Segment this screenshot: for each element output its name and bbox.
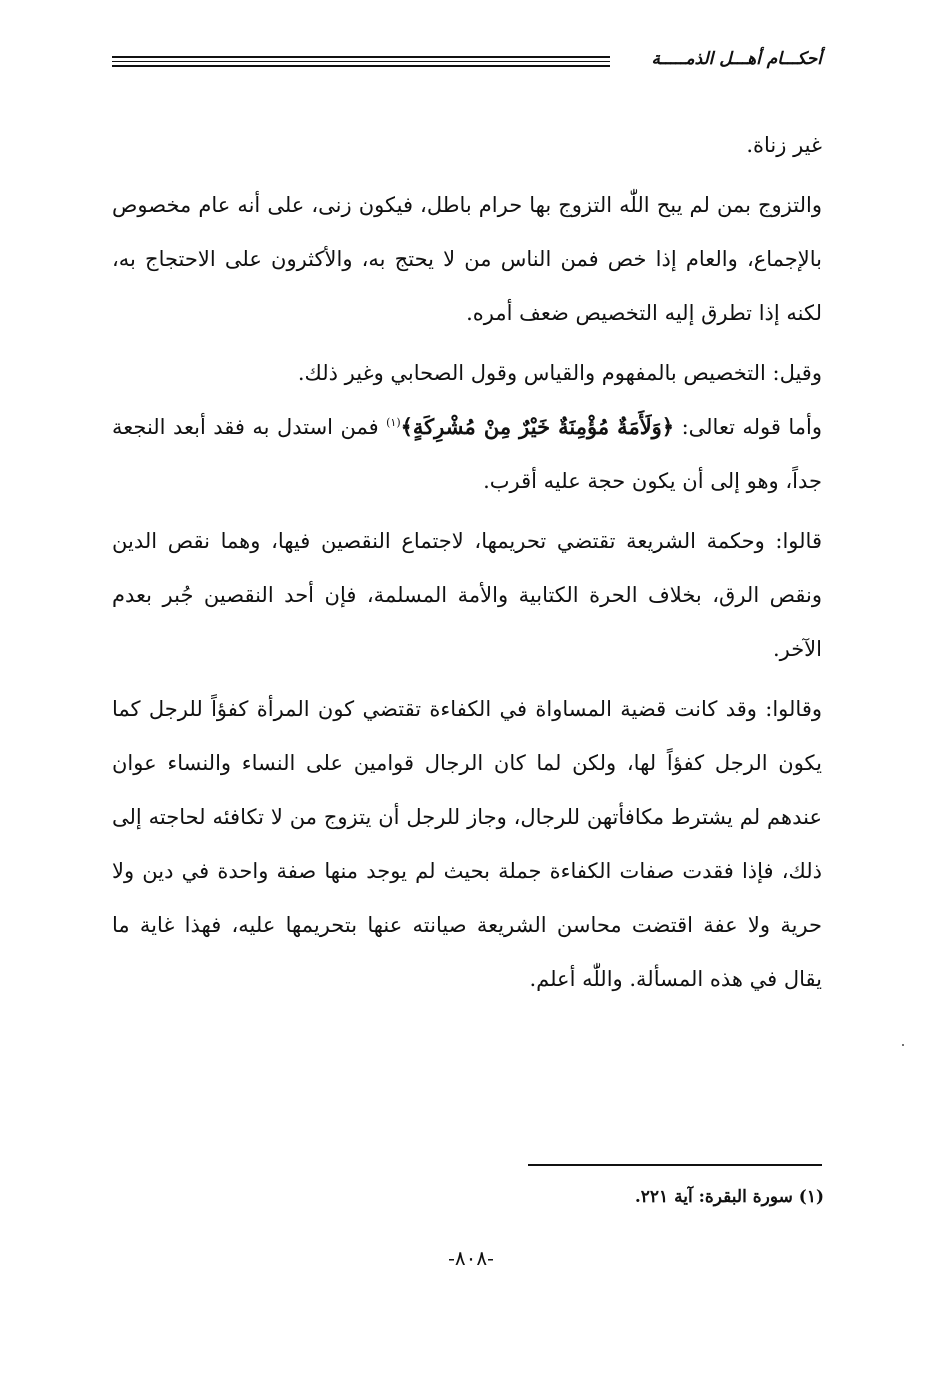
footnote-marker: (١)	[386, 416, 401, 429]
main-text	[112, 118, 822, 1006]
header-rule	[112, 65, 610, 67]
running-header	[112, 46, 822, 76]
paragraph: غير زناة.	[746, 133, 822, 157]
footnote: (١) سورة البقرة: آية ٢٢١.	[634, 1187, 824, 1207]
paragraph-verse	[112, 400, 822, 508]
footnote-separator	[528, 1164, 822, 1166]
verse-intro: وأما قوله تعالى:	[674, 415, 823, 439]
scan-speck	[902, 1044, 904, 1046]
header-rule	[112, 56, 610, 58]
header-title: أحكـــام أهـــل الذمـــــة	[651, 49, 822, 69]
page-number: -٨٠٨-	[448, 1246, 494, 1270]
paragraph: والتزوج بمن لم يبح اللّٰه التزوج بها حرام باطل، فيكون زنى، على أنه عام مخصوص بالإجماع، والعام إذا خص فمن الناس من لا يحتج به، والأكثرون على الاحتجاج به، لكنه إذا تطرق إليه التخصيص ضعف أمره.	[112, 193, 822, 325]
paragraph: وقيل: التخصيص بالمفهوم والقياس وقول الصحابي وغير ذلك.	[297, 361, 822, 385]
quran-verse: ﴿وَلَأَمَةٌ مُؤْمِنَةٌ خَيْرٌ مِنْ مُشْرِكَةٍ﴾	[400, 414, 675, 439]
verse-outro: فمن استدل به فقد أبعد النجعة جداً، وهو إلى أن يكون حجة عليه أقرب.	[112, 415, 822, 493]
paragraph: قالوا: وحكمة الشريعة تقتضي تحريمها، لاجتماع النقصين فيها، وهما نقص الدين ونقص الرق، بخلاف الحرة الكتابية والأمة المسلمة، فإن أحد النقصين جُبر بعدم الآخر.	[112, 529, 822, 661]
header-rule	[112, 61, 610, 62]
paragraph: وقالوا: وقد كانت قضية المساواة في الكفاءة تقتضي كون المرأة كفؤاً للرجل كما يكون الرجل كفؤاً لها، ولكن لما كان الرجال قوامين على النساء والنساء عوان عندهم لم يشترط مكافأتهن للرجال، وجاز للرجل أن يتزوج من لا تكافئه لحاجته إلى ذلك، فإذا فقدت صفات الكفاءة جملة بحيث لم يوجد منها صفة واحدة في دين ولا حرية ولا عفة اقتضت محاسن الشريعة صيانته عنها بتحريمها عليه، فهذا غاية ما يقال في هذه المسألة. واللّٰه أعلم.	[112, 697, 822, 991]
